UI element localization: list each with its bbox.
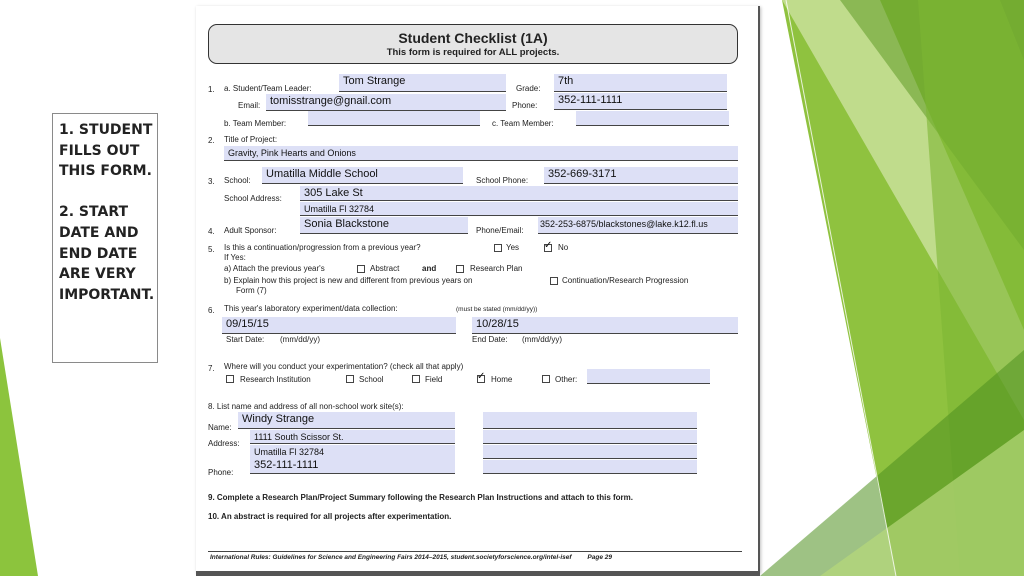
- experiment-dates-label: This year's laboratory experiment/data collection:: [224, 304, 398, 313]
- field-option-label: Field: [425, 375, 443, 384]
- q3-number: 3.: [208, 177, 215, 186]
- other-checkbox[interactable]: [542, 375, 550, 383]
- site-name-label: Name:: [208, 423, 232, 432]
- other-option-label: Other:: [555, 375, 578, 384]
- sponsor-label: Adult Sponsor:: [224, 226, 277, 235]
- site-address-line2[interactable]: Umatilla Fl 32784: [250, 445, 455, 459]
- footer-page: Page 29: [587, 554, 612, 561]
- project-title-label: Title of Project:: [224, 135, 278, 144]
- callout-text: 1. STUDENT FILLS OUT THIS FORM. 2. START DATE AND END DATE ARE VERY IMPORTANT.: [59, 122, 155, 303]
- phone-field[interactable]: 352-111-1111: [554, 93, 727, 110]
- if-yes-label: If Yes:: [224, 253, 246, 262]
- home-option-label: Home: [491, 375, 513, 384]
- checkmark-icon: ✓: [544, 240, 553, 251]
- site2-phone-field[interactable]: [483, 460, 697, 474]
- grade-field[interactable]: 7th: [554, 74, 727, 92]
- q4-number: 4.: [208, 227, 215, 236]
- end-date-format: (mm/dd/yy): [522, 335, 562, 344]
- continuation-question: Is this a continuation/progression from a previous year?: [224, 243, 421, 252]
- work-sites-label: 8. List name and address of all non-school work site(s):: [208, 402, 404, 411]
- member-c-label: c. Team Member:: [492, 119, 554, 128]
- school-phone-label: School Phone:: [476, 176, 529, 185]
- site-address-line1[interactable]: 1111 South Scissor St.: [250, 430, 455, 444]
- leader-field[interactable]: Tom Strange: [339, 74, 506, 92]
- school-option-label: School: [359, 375, 384, 384]
- site-address-label: Address:: [208, 439, 240, 448]
- email-label: Email:: [238, 101, 261, 110]
- experimentation-location-question: Where will you conduct your experimentation? (check all that apply): [224, 362, 464, 371]
- start-date-field[interactable]: 09/15/15: [222, 317, 456, 334]
- member-b-field[interactable]: [308, 111, 480, 126]
- site-phone-label: Phone:: [208, 468, 234, 477]
- q9-text: 9. Complete a Research Plan/Project Summary following the Research Plan Instructions and attach to this form.: [208, 493, 633, 502]
- phone-label: Phone:: [512, 101, 538, 110]
- form-bottom-shadow: [196, 571, 760, 576]
- grade-label: Grade:: [516, 84, 541, 93]
- start-date-label: Start Date:: [226, 335, 265, 344]
- school-label: School:: [224, 176, 251, 185]
- email-field[interactable]: tomisstrange@gnail.com: [266, 94, 506, 111]
- end-date-label: End Date:: [472, 335, 508, 344]
- school-checkbox[interactable]: [346, 375, 354, 383]
- form-footer: [210, 554, 612, 561]
- field-checkbox[interactable]: [412, 375, 420, 383]
- q10-text: 10. An abstract is required for all projects after experimentation.: [208, 512, 452, 521]
- form-header: [208, 24, 738, 64]
- form-title: Student Checklist (1A): [398, 30, 548, 46]
- sponsor-field[interactable]: Sonia Blackstone: [300, 217, 468, 234]
- abstract-label: Abstract: [370, 264, 400, 273]
- site2-address-line1[interactable]: [483, 430, 697, 444]
- yes-label: Yes: [506, 243, 520, 252]
- experiment-dates-note: (must be stated (mm/dd/yy)): [456, 306, 538, 313]
- no-label: No: [558, 243, 569, 252]
- form-subtitle: This form is required for ALL projects.: [386, 47, 560, 58]
- end-date-field[interactable]: 10/28/15: [472, 317, 738, 334]
- q6-number: 6.: [208, 306, 215, 315]
- q2-number: 2.: [208, 136, 215, 145]
- continuation-form-checkbox[interactable]: [550, 277, 558, 285]
- research-institution-label: Research Institution: [240, 375, 311, 384]
- school-field[interactable]: Umatilla Middle School: [262, 167, 463, 184]
- research-plan-label: Research Plan: [470, 264, 523, 273]
- checkmark-icon: ✓: [477, 371, 486, 382]
- footer-guidelines: International Rules: Guidelines for Science and Engineering Fairs 2014–2015, student.societyforscience.org/intel-isef: [210, 554, 572, 561]
- q5-number: 5.: [208, 245, 215, 254]
- site2-name-field[interactable]: [483, 412, 697, 429]
- school-address-line2[interactable]: Umatilla Fl 32784: [300, 202, 738, 216]
- explain-text: b) Explain how this project is new and different from previous years on: [224, 276, 473, 285]
- site-name-field[interactable]: Windy Strange: [238, 412, 455, 429]
- member-b-label: b. Team Member:: [224, 119, 287, 128]
- project-title-field[interactable]: Gravity, Pink Hearts and Onions: [224, 146, 738, 161]
- member-c-field[interactable]: [576, 111, 729, 126]
- yes-checkbox[interactable]: [494, 244, 502, 252]
- q1-number: 1.: [208, 85, 215, 94]
- site-phone-field[interactable]: 352-111-1111: [250, 458, 455, 474]
- leader-label: a. Student/Team Leader:: [224, 84, 312, 93]
- abstract-checkbox[interactable]: [357, 265, 365, 273]
- continuation-form-label-2: Form (7): [236, 286, 267, 295]
- research-institution-checkbox[interactable]: [226, 375, 234, 383]
- instruction-callout: [52, 113, 158, 363]
- and-label: and: [422, 264, 437, 273]
- site2-address-line2[interactable]: [483, 445, 697, 459]
- school-address-line1[interactable]: 305 Lake St: [300, 186, 738, 201]
- school-phone-field[interactable]: 352-669-3171: [544, 167, 738, 184]
- attach-previous-text: a) Attach the previous year's: [224, 264, 325, 273]
- research-plan-checkbox[interactable]: [456, 265, 464, 273]
- school-address-label: School Address:: [224, 194, 282, 203]
- phone-email-label: Phone/Email:: [476, 226, 524, 235]
- left-green-strip: [0, 338, 38, 576]
- start-date-format: (mm/dd/yy): [280, 335, 320, 344]
- footer-rule: [208, 551, 742, 552]
- q7-number: 7.: [208, 364, 215, 373]
- other-field[interactable]: [587, 369, 710, 384]
- continuation-form-label: Continuation/Research Progression: [562, 276, 689, 285]
- student-checklist-form: [196, 6, 760, 573]
- phone-email-field[interactable]: 352-253-6875/blackstones@lake.k12.fl.us: [538, 217, 738, 234]
